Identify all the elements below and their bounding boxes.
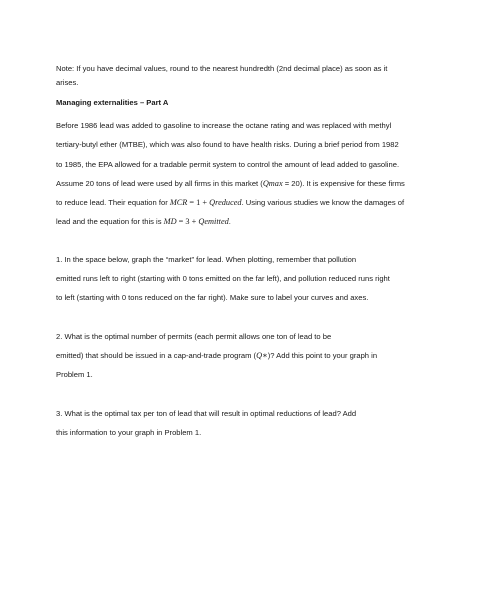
note-line-2: arises.: [56, 78, 79, 87]
intro-line-2: tertiary-butyl ether (MTBE), which was also found to have health risks. During a brief period from 1982: [56, 140, 399, 150]
question-3-line-2: this information to your graph in Problem 1.: [56, 427, 202, 437]
question-1-line-3: to left (starting with 0 tons reduced on the far right). Make sure to label your curves and axes.: [56, 293, 369, 303]
question-2-line-1: 2. What is the optimal number of permits (each permit allows one ton of lead to be: [56, 331, 332, 341]
intro-line-5-pre: to reduce lead. Their equation for: [56, 198, 170, 208]
intro-line-3: to 1985, the EPA allowed for a tradable permit system to control the amount of lead added to gasoline.: [56, 159, 400, 169]
question-1-line-2: emitted runs left to right (starting with 0 tons emitted on the far left), and pollution reduced runs right: [56, 274, 390, 284]
intro-line-4-pre: Assume 20 tons of lead were used by all firms in this market (: [56, 178, 263, 188]
rounding-note: [56, 62, 456, 90]
qreduced-symbol: Qreduced: [209, 198, 242, 208]
question-3-line-1: 3. What is the optimal tax per ton of lead that will result in optimal reductions of lead? Add: [56, 408, 357, 418]
intro-line-4: [56, 174, 456, 193]
question-2-line-2-pre: emitted) that should be issued in a cap-and-trade program (: [56, 350, 257, 360]
intro-line-5: [56, 193, 456, 212]
qmax-symbol: Qmax: [262, 178, 283, 188]
section-heading: Managing externalities – Part A: [56, 98, 169, 107]
mcr-symbol: MCR: [169, 198, 188, 208]
intro-line-6-post: .: [228, 217, 231, 227]
question-2-line-2-post: )? Add this point to your graph in: [267, 350, 378, 360]
intro-line-4-mid: = 20). It is expensive for these firms: [282, 178, 405, 188]
qstar-symbol: Q∗: [256, 350, 268, 360]
question-1: [56, 250, 456, 308]
note-line-1: Note: If you have decimal values, round to the nearest hundredth (2nd decimal place) as soon as it: [56, 64, 388, 73]
mcr-equation: = 1 +: [187, 198, 210, 208]
question-3: [56, 404, 456, 443]
question-2: [56, 327, 456, 385]
question-1-line-1: 1. In the space below, graph the “market” for lead. When plotting, remember that pollution: [56, 254, 357, 264]
question-2-line-2: [56, 346, 456, 365]
intro-line-6-pre: lead and the equation for this is: [56, 217, 164, 227]
qemitted-symbol: Qemitted: [198, 217, 229, 227]
intro-paragraph: [56, 116, 456, 232]
intro-line-6: [56, 212, 456, 231]
md-equation: = 3 +: [176, 217, 199, 227]
intro-line-5-post: . Using various studies we know the damages of: [241, 198, 405, 208]
question-2-line-3: Problem 1.: [56, 370, 93, 380]
md-symbol: MD: [163, 217, 177, 227]
intro-line-1: Before 1986 lead was added to gasoline to increase the octane rating and was replaced with methyl: [56, 121, 392, 130]
